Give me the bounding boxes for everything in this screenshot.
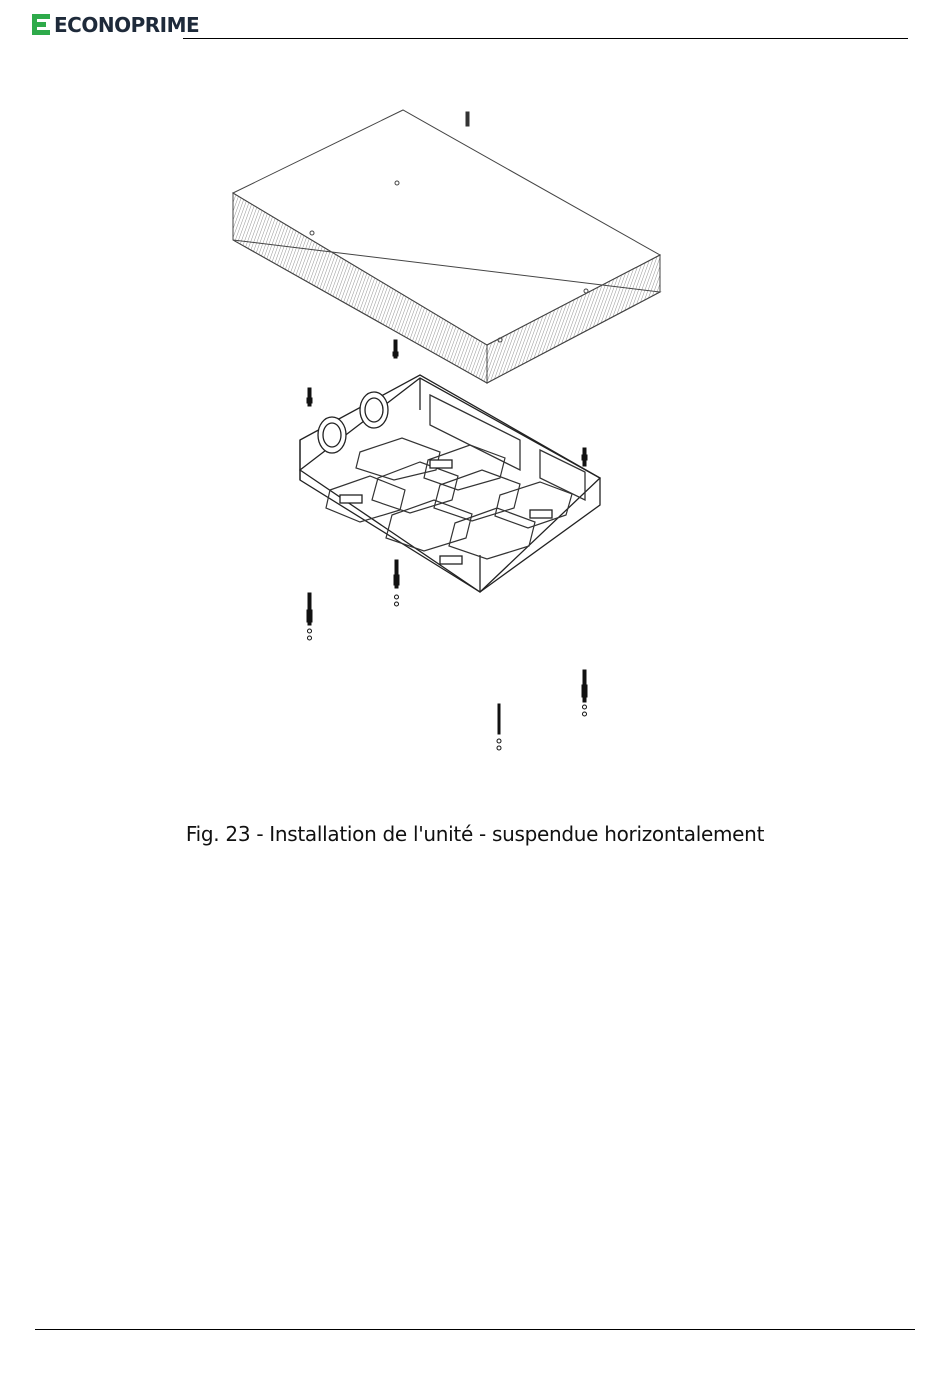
rod-2: [307, 388, 312, 406]
rod-6: [582, 670, 587, 716]
rod-5: [307, 593, 312, 640]
ceiling-slab: [233, 110, 660, 383]
rod-4: [394, 560, 399, 606]
rod-7: [497, 704, 501, 750]
rod-1: [393, 340, 398, 358]
rod-3: [582, 448, 587, 466]
ventilation-unit: [300, 375, 600, 592]
footer-divider: [35, 1329, 915, 1330]
figure-caption: Fig. 23 - Installation de l'unité - suspendue horizontalement: [185, 822, 765, 846]
anchor-top: [466, 112, 469, 126]
brand-name: ECONOPRIME: [54, 13, 200, 37]
